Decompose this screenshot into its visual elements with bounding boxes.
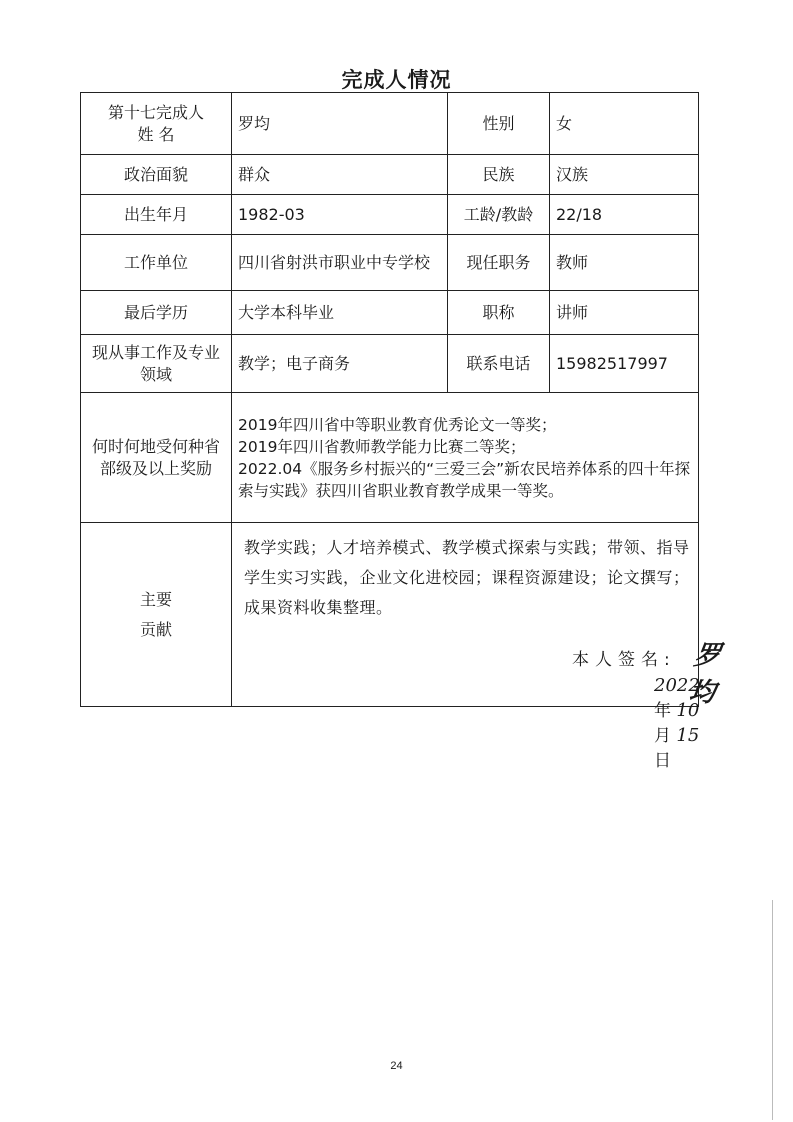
date-year: 2022 <box>654 675 700 696</box>
table-row <box>81 523 699 707</box>
phone-label: 联系电话 <box>448 335 550 393</box>
award-item: 2019年四川省中等职业教育优秀论文一等奖； <box>238 415 557 434</box>
date-year-unit: 年 <box>654 701 671 721</box>
award-item: 2019年四川省教师教学能力比赛二等奖； <box>238 437 526 456</box>
applicant-info-table <box>80 92 723 771</box>
title-label: 职称 <box>448 291 550 335</box>
contribution-label-line: 主要 <box>139 589 172 609</box>
table-row <box>81 195 699 235</box>
table-row <box>81 291 699 335</box>
gender-label: 性别 <box>448 93 550 155</box>
name-label: 第十七完成人 姓 名 <box>81 93 232 155</box>
ethnic-label: 民族 <box>448 155 550 195</box>
contribution-text: 教学实践；人才培养模式、教学模式探索与实践；带领、指导学生实习实践，企业文化进校园；课程资源建设；论文撰写；成果资料收集整理。 <box>244 538 690 617</box>
awards-label: 何时何地受何种省部级及以上奖励 <box>81 393 232 523</box>
field-label: 现从事工作及专业领域 <box>81 335 232 393</box>
education-value: 大学本科毕业 <box>232 291 448 335</box>
contribution-label-line: 贡献 <box>139 619 172 639</box>
handwritten-signature: 罗均 <box>686 641 723 708</box>
contribution-label <box>81 523 232 707</box>
date-month-unit: 月 <box>654 726 671 746</box>
politics-label: 政治面貌 <box>81 155 232 195</box>
employer-value: 四川省射洪市职业中专学校 <box>232 235 448 291</box>
name-value: 罗均 <box>232 93 448 155</box>
seniority-label: 工龄/教龄 <box>448 195 550 235</box>
award-item: 2022.04《服务乡村振兴的“三爱三会”新农民培养体系的四十年探索与实践》获四川省职业教育教学成果一等奖。 <box>238 459 691 500</box>
gender-value: 女 <box>550 93 699 155</box>
form-title: 完成人情况 <box>341 68 452 92</box>
table-row <box>81 155 699 195</box>
birth-label: 出生年月 <box>81 195 232 235</box>
ethnic-value: 汉族 <box>550 155 699 195</box>
table-row <box>81 235 699 291</box>
position-label: 现任职务 <box>448 235 550 291</box>
table-row <box>81 335 699 393</box>
signature-date <box>654 675 700 771</box>
date-month: 10 <box>676 700 700 721</box>
date-day-unit: 日 <box>654 751 671 771</box>
employer-label: 工作单位 <box>81 235 232 291</box>
politics-value: 群众 <box>232 155 448 195</box>
date-day: 15 <box>676 725 700 746</box>
contribution-cell <box>232 523 723 771</box>
seniority-value: 22/18 <box>550 195 699 235</box>
birth-value: 1982-03 <box>232 195 448 235</box>
position-value: 教师 <box>550 235 699 291</box>
scan-artifact-line <box>772 900 773 1120</box>
phone-value: 15982517997 <box>550 335 699 393</box>
table-row <box>81 93 699 155</box>
table-row <box>81 393 699 523</box>
awards-list <box>232 393 699 523</box>
education-label: 最后学历 <box>81 291 232 335</box>
title-value: 讲师 <box>550 291 699 335</box>
field-value: 教学；电子商务 <box>232 335 448 393</box>
signature-label: 本人签名: <box>572 650 676 670</box>
page-number: 24 <box>390 1060 403 1072</box>
